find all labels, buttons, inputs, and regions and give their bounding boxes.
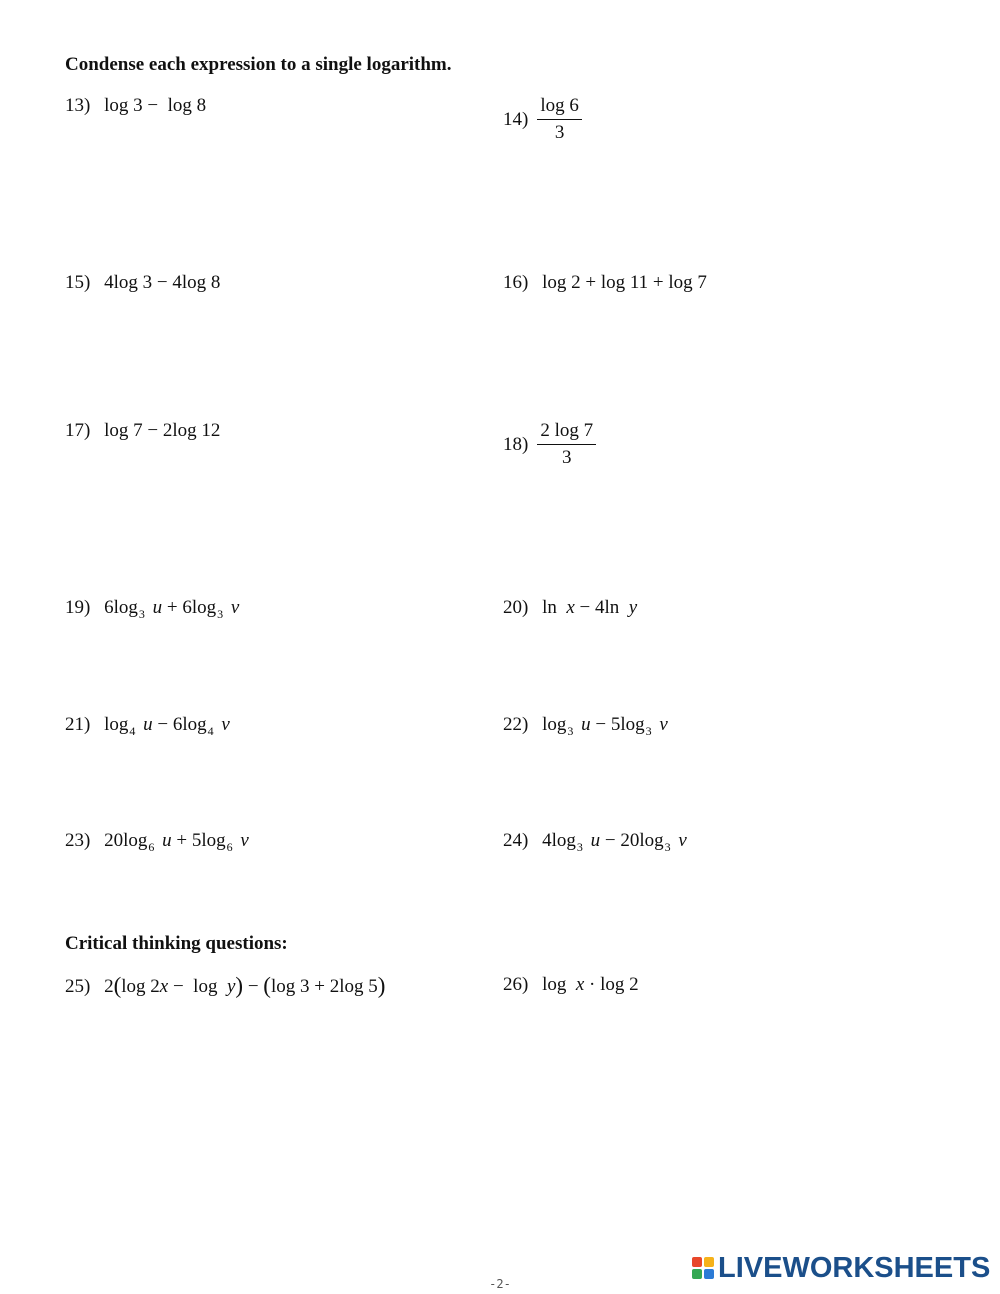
problem-number: 22) — [503, 714, 529, 735]
expression: $4\log_3$ $u - 20\log_3$ v — [542, 830, 687, 854]
expression: log 3 − log 8 — [104, 95, 207, 116]
expression: $\log_4 u - 6\log_4$ v — [104, 714, 230, 738]
problem-14 — [503, 95, 582, 144]
fraction-numerator: 2 log 7 — [537, 420, 596, 445]
expression: $6\log_3$ $u + 6\log_3$ v — [104, 597, 240, 621]
problem-26 — [503, 974, 639, 996]
problem-21 — [65, 714, 230, 737]
problem-number: 16) — [503, 272, 529, 293]
problem-number: 17) — [65, 420, 91, 441]
problem-number: 23) — [65, 830, 91, 851]
problem-number: 21) — [65, 714, 91, 735]
expression: log x · log 2 — [542, 974, 639, 995]
problem-19 — [65, 597, 239, 620]
problem-number: 13) — [65, 95, 91, 116]
problem-17 — [65, 420, 220, 442]
expression: log 7 − 2log 12 — [104, 420, 221, 441]
problem-13 — [65, 95, 206, 117]
liveworksheets-logo-icon — [692, 1257, 714, 1279]
problem-25 — [65, 974, 385, 998]
problem-20 — [503, 597, 637, 619]
section-heading-critical-thinking: Critical thinking questions: — [65, 933, 288, 954]
problem-number: 20) — [503, 597, 529, 618]
problem-24 — [503, 830, 687, 853]
problem-18 — [503, 420, 596, 469]
expression: ln x − 4ln y — [542, 597, 638, 618]
expression: 4log 3 − 4log 8 — [104, 272, 221, 293]
problem-number: 25) — [65, 976, 91, 997]
fraction-denominator: 3 — [561, 447, 572, 468]
expression: log 2 + log 11 + log 7 — [542, 272, 707, 293]
problem-23 — [65, 830, 249, 853]
problem-16 — [503, 272, 707, 294]
expression: 2(log 2x − log y) − (log 3 + 2log 5) — [104, 973, 386, 998]
problem-15 — [65, 272, 220, 294]
page-number: -2- — [489, 1277, 511, 1291]
problem-number: 19) — [65, 597, 91, 618]
problem-number: 18) — [503, 433, 529, 455]
expression: $\log_3 u - 5\log_3$ v — [542, 714, 668, 738]
fraction-numerator: log 6 — [537, 95, 582, 120]
problem-number: 15) — [65, 272, 91, 293]
problem-number: 26) — [503, 974, 529, 995]
fraction-denominator: 3 — [554, 122, 565, 143]
problem-number: 24) — [503, 830, 529, 851]
expression: $20\log_6$ $u + 5\log_6$ v — [104, 830, 249, 854]
fraction — [537, 420, 596, 469]
fraction — [537, 95, 582, 144]
problem-number: 14) — [503, 108, 529, 130]
section-heading-condense: Condense each expression to a single logarithm. — [65, 54, 452, 75]
problem-22 — [503, 714, 668, 737]
logo-text: LIVEWORKSHEETS — [718, 1252, 991, 1284]
